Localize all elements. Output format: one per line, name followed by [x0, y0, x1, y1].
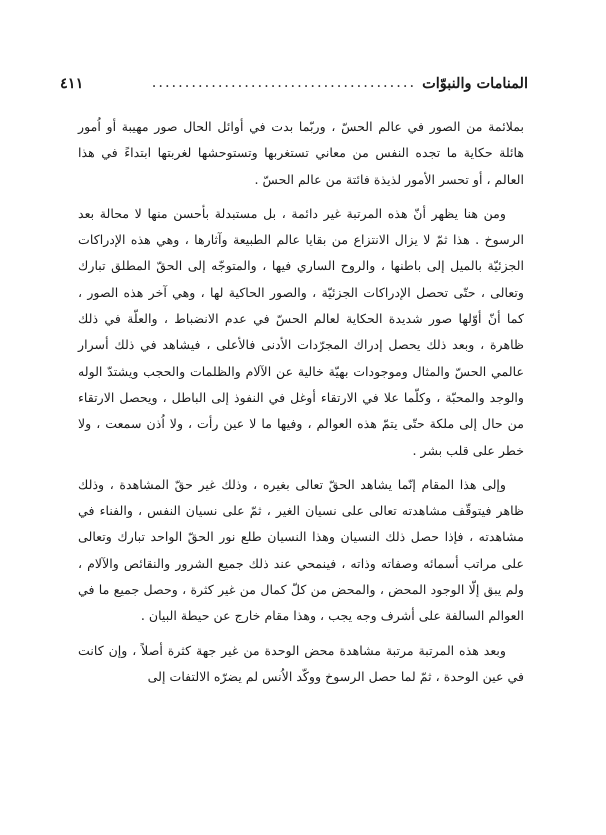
paragraph: وإلى هذا المقام إنّما يشاهد الحقّ تعالى بغيره ، وذلك غير حقّ المشاهدة ، وذلك ظاهر فيتوقّف مشاهدته تعالى على نسيان الغير ، ثمّ على نسيان النفس ، والفناء في مشاهدته ، فإذا حصل ذلك النسيان وهذا النسيان طلع نور الحقّ الواحد تبارك وتعالى على مراتب أسمائه وصفاته وذاته ، فينمحي عند ذلك جميع الشرور والنقائص والآلام ، ولم يبق إلّا الوجود المحض ، والمحض من كلّ كمال من غير كثرة ، وحصل جميع ما في العوالم السالفة على أشرف وجه يجب ، وهذا مقام خارج عن حيطة البيان . — [78, 476, 524, 624]
running-header — [60, 70, 528, 96]
page-number: ٤١١ — [60, 74, 84, 92]
page-body — [78, 114, 524, 698]
paragraph: وبعد هذه المرتبة مرتبة مشاهدة محض الوحدة من غير جهة كثرة أصلاً ، وإن كانت في عين الوحدة ، ثمّ لما حصل الرسوخ ووكّد الاُنس لم يضرّه الالتفات إلى — [78, 642, 524, 684]
paragraph: بملائمة من الصور في عالم الحسّ ، وربّما بدت في أوائل الحال صور مهيبة أو اُمور هائلة حكاية ما تجده النفس من معاني تستغربها وتستوحشها لغربتها ابتداءً في هذا العالم ، أو تحسر الأمور لذيذة فائتة من عالم الحسّ . — [78, 119, 524, 187]
chapter-title: المنامات والنبوّات — [422, 74, 528, 92]
leader-dots: ........................................ — [151, 75, 417, 91]
paragraph: ومن هنا يظهر أنّ هذه المرتبة غير دائمة ، بل مستبدلة بأحسن منها لا محالة بعد الرسوخ . هذا ثمّ لا يزال الانتزاع من بقايا عالم الطبيعة وآثارها ، وهي هذه الإدراكات الجزئيّة بالميل إلى باطنها ، والروح الساري فيها ، والمتوجّه إلى الحقّ المطلق تبارك وتعالى ، حتّى تحصل الإدراكات الجزئيّة ، والصور الحاكية لها ، وهي آخر هذه الصور ، كما أنّ أوّلها صور شديدة الحكاية لعالم الحسّ في عدم الانضباط ، والعلّة في ذلك ظاهرة ، وبعد ذلك يحصل إدراك المجرّدات الأدنى فالأعلى ، فيشاهد في ذلك أسرار عالمي الحسّ والمثال وموجودات بهيّة خالية عن الآلام والظلمات والحجب ويشتدّ الوله والوجد والمحبّة ، وكلّما علا في الارتقاء أوغل في النفوذ إلى الباطل ، ويحصل الارتقاء من حال إلى ملكة حتّى يتمّ هذه العوالم ، وفيها ما لا عين رأت ، ولا اُذن سمعت ، ولا خطر على قلب بشر . — [78, 205, 524, 458]
